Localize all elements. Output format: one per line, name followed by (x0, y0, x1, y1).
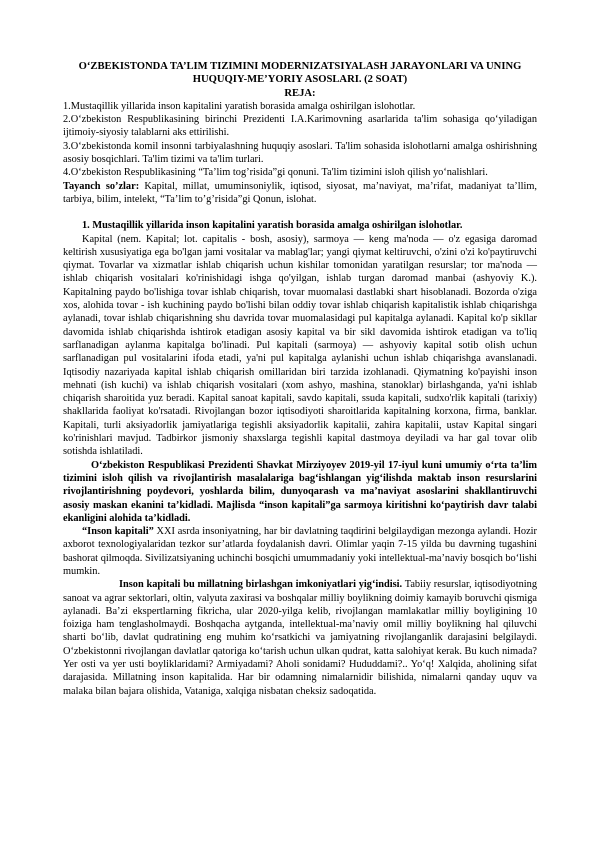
keywords-paragraph (63, 180, 537, 207)
plan-item-2: 2.O‘zbekiston Respublikasining birinchi Prezidenti I.A.Karimovning asarlarida ta'lim sohasiga qo‘yiladigan ijtimoiy-siyosiy talablarni aks ettirilishi. (63, 114, 537, 139)
plan-heading: REJA: (284, 87, 316, 99)
paragraph-inson-kapitali (63, 525, 537, 578)
section-heading-text: 1. Mustaqillik yillarida inson kapitalini yaratish borasida amalga oshirilgan islohotlar. (82, 220, 463, 232)
paragraph-millat (63, 578, 537, 698)
plan-item-1: 1.Mustaqillik yillarida inson kapitalini yaratish borasida amalga oshirilgan islohotlar. (63, 100, 416, 112)
plan-item-4: 4.O‘zbekiston Respublikasining “Ta’lim tog’risida”gi qonuni. Ta'lim tizimini isloh qilish yo‘nalishlari. (63, 167, 488, 179)
keywords-text: Kapital, millat, umuminsoniylik, iqtisod, siyosat, ma’naviyat, ma’rifat, madaniyat ta’llim, tarbiya, bilim, intelekt, “Ta’lim to’g’risida”gi Qonun, islohat. (63, 180, 537, 205)
paragraph-president-text: O‘zbekiston Respublikasi Prezidenti Shavkat Mirziyoyev 2019-yil 17-iyul kuni umumiy o‘rta ta’lim tizimini isloh qilish va rivojlantirish masalalariga bag‘ishlangan yig‘ilishda maktab inson resurslarini rivojlantirishning poydevori, yoshlarda bilim, dunyoqarash va ma’naviyat asoslarini shakllantiruvchi asosiy maskan ekanini ta’kidladi. Majlisda “inson kapitali”ga sarmoya kiritishni ko‘paytirish davr talabi ekanligini alohida ta’kidladi. (63, 459, 537, 524)
paragraph-millat-text: Tabiiy resurslar, iqtisodiyotning sanoat va agrar sektorlari, oltin, valyuta zaxirasi va boshqalar milliy boylikning doimiy kamayib boruvchi qismiga aylanadi. Ba’zi ekspertlarning fikricha, ular 2020-yilga kelib, rivojlangan mamlakatlar milliy boyligining 10 foiziga ham tenglasholmaydi. Boshqacha aytganda, intellektual-ma’naviy omil milliy boylikning hal qiluvchi sharti bo‘lib, davlat qudratining eng muhim ko‘rsatkichi va jamiyatning rivojlanganlik darajasini belgilaydi. O‘zbekistonni rivojlangan davlatlar qatoriga ko‘tarish uchun ulkan qudrat, katta salohiyat kerak. Bu kuch nimada? Yer osti va yer usti boyliklaridami? Armiyadami? Aholi sonidami? Hududdami?.. Yo‘q! Xalqida, aholining sifat darajasida. Millatning inson kapitalida. Har bir odamning nimalarnidir bilishida, nimalarni qanday uquv va malaka bilan bajara olishida, Vataniga, xalqiga nisbatan cheksiz sadoqatida. (63, 579, 537, 697)
section-heading (63, 219, 537, 232)
plan-item-3: 3.O‘zbekistonda komil insonni tarbiyalashning huquqiy asoslari. Ta'lim sohasida islohotlarni amalga oshirishning asosiy bosqichlari. Ta'lim tizimi va ta'lim turlari. (63, 140, 537, 166)
paragraph-kapital: Kapital (nem. Kapital; lot. capitalis - bosh, asosiy), sarmoya — keng ma'noda — o'z egasiga daromad keltirish xususiyatiga ega bo'lgan jami vositalar va mablag'lar; yangi qiymat keltiruvchi, o'zini o'zi ko'paytiruvchi qiymat. Tovarlar va xizmatlar ishlab chiqarish uchun kishilar tomonidan yaratilgan resurslar; tor ma'noda — ishlab chiqarish vositalari ko'rinishidagi ishga qo'yilgan, ishlab turgan daromad manbai (ashyoviy K.). Kapitalning paydo bo'lishiga tovar ishlab chiqarish, tovar muomalasi dastlabki shart hisoblanadi. Bozorda o'ziga xos, alohida tovar - ish kuchining paydo bo'lishi bilan oddiy tovar ishlab chiqarish kapitalistik ishlab chiqarishga aylanadi, tovar ishlab chiqarishning shu davrida tovar muomalasidagi pul kapitalga aylanadi. Kapital ko'p sikllar davomida ishlab chiqarishda ishtirok etadigan asosiy kapital va bir sikl davomida ishtirok etadigan va to'liq sarflanadigan aylanma kapitalga bo'linadi. Pul kapitali (sarmoya) — ashyoviy kapital sotib olish uchun sarflanadigan pul vositalarini ifoda etadi, ya'ni pul kapitalga aylanishi uchun ishlab chiqarishga avanslanadi. Iqtisodiy nazariyada kapital ishlab chiqarish omillaridan biri tarzida izohlanadi. Qiymatning ko'payishi inson mehnati (ish kuchi) va ishlab chiqarish vositalari (xom ashyo, mashina, stanoklar) birlashganda, ya'ni ishlab chiqarish sharoitida yuz beradi. Kapital sanoat kapitali, savdo kapitali, ssuda kapitali, sudxo'rlik kapitali (tarixiy) shakllarida faoliyat ko'rsatadi. Rivojlangan bozor iqtisodiyoti sharoitlarida kapitalning korxona, firma, banklar. Kapitali, turli aksiyadorlik jamiyatlariga tegishli aksiyadorlik kapitalii, zahira kapitalii, ustav Kapital singari ko'rinishlari mavjud. Tadbirkor jismoniy shaxslarga tegishli kapital dastmoya deyiladi va har gal tovar olib sotishda ishlatiladi. (63, 233, 537, 458)
paragraph-president (63, 459, 537, 525)
document-page (63, 60, 537, 698)
spacer (63, 206, 537, 219)
paragraph-inson-kapitali-text: XXI asrda insoniyatning, har bir davlatning taqdirini belgilaydigan mezonga aylandi. Hozir axborot texnologiyalaridan tezkor sur’atlarda foydalanish davri. Olimlar yaqin 7-15 yilda bu davrning tugashini bashorat qilmoqda. Sivilizatsiyaning uchinchi bosqichi umummadaniy yoki intellektual-ma’naviy bosqich bo‘lishi mumkin. (63, 526, 537, 577)
inson-kapitali-term: “Inson kapitali” (82, 526, 154, 538)
document-title: O‘ZBEKISTONDA TA’LIM TIZIMINI MODERNIZATSIYALASH JARAYONLARI VA UNING HUQUQIY-ME’YORIY ASOSLARI. (2 SOAT) (78, 61, 522, 86)
millat-definition: Inson kapitali bu millatning birlashgan imkoniyatlari yig‘indisi. (119, 579, 403, 591)
keywords-label: Tayanch so’zlar: (63, 180, 140, 192)
